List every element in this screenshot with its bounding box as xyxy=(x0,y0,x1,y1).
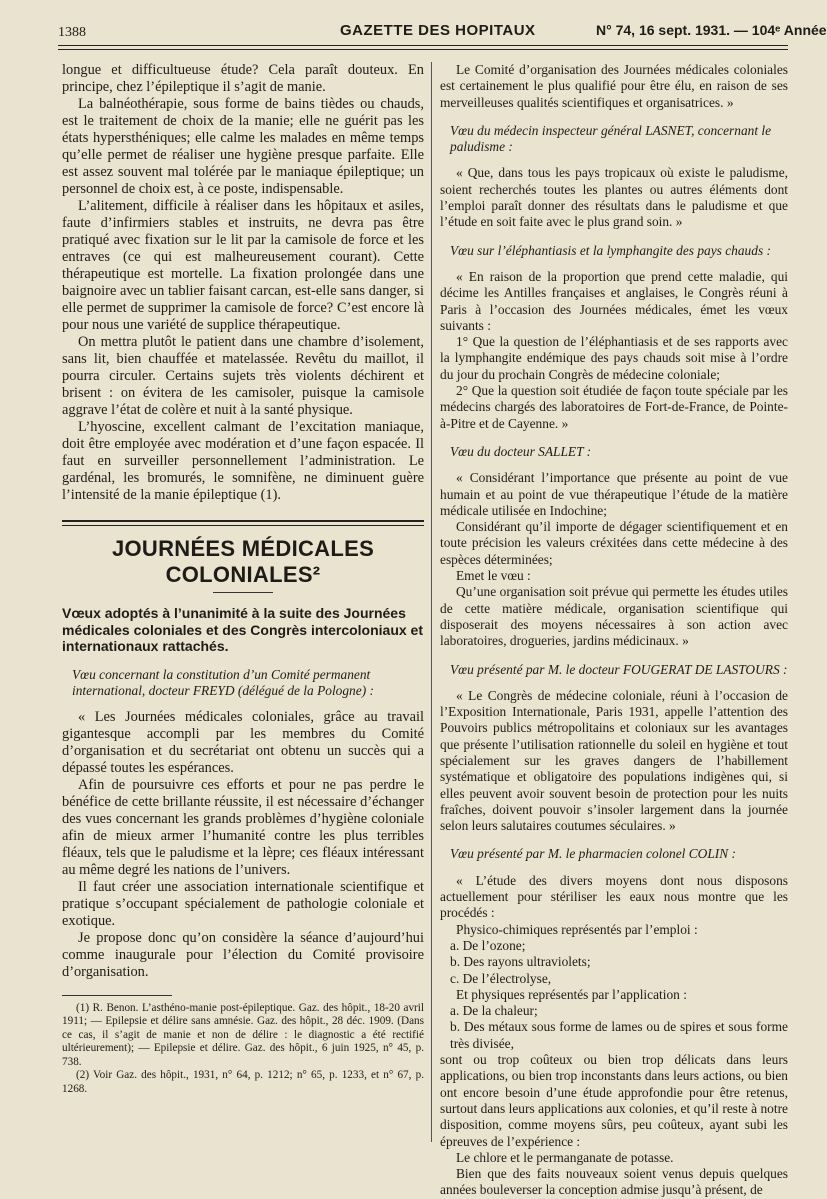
paragraph: « Le Congrès de médecine coloniale, réuni à l’occasion de l’Exposition Internationale, Paris 1931, appelle l’attention des Pouvoirs publics métropolitains et coloniaux sur les avantages que présente l’utilisation rationnelle du soleil en hygiène et tout spécialement sur les graves dangers de l’habillement systématique et obligatoire des populations indigènes qui, si elles peuvent avoir souvent besoin de protection pour les nuits fraîches, doivent pouvoir s’insoler largement dans la journée selon leurs salutaires coutumes séculaires. » xyxy=(440,687,788,834)
paragraph: La balnéothérapie, sous forme de bains tièdes ou chauds, est le traitement de choix de la manie; elle ne guérit pas les états hypersthéniques; elle calme les malades en même temps qu’elle permet de réaliser une hygiène presque parfaite. Elle est assez souvent mal tolérée par le maniaque épileptique; un personnel de choix est, à ce poste, indispensable. xyxy=(62,96,424,197)
paragraph: Il faut créer une association internationale scientifique et pratique s’occupant spécialement de pathologie coloniale et exotique. xyxy=(62,878,424,929)
list-item: c. De l’électrolyse, xyxy=(450,970,552,986)
paragraph: L’hyoscine, excellent calmant de l’excitation maniaque, doit être employée avec modération et d’une façon espacée. Il faut en surveiller personnellement l’administration. Le gardénal, les bromurés, le somnifène, ne diminuent guère l’intensité de la manie épileptique (1). xyxy=(62,419,424,503)
paragraph: « L’étude des divers moyens dont nous disposons actuellement pour stériliser les eaux nous montre que les procédés : xyxy=(440,872,788,921)
paragraph: Le chlore et le permanganate de potasse. xyxy=(456,1149,674,1165)
voeu-heading: Vœu présenté par M. le docteur FOUGERAT DE LASTOURS : xyxy=(450,661,788,677)
paragraph: « Considérant l’importance que présente au point de vue humain et au point de vue thérapeutique l’étude de la matière médicale utilisée en Indochine; xyxy=(440,470,788,518)
section-subheading: Vœux adoptés à l’unanimité à la suite des Journées médicales coloniales et des Congrès intercoloniaux et internationaux rattachés. xyxy=(62,605,424,654)
paragraph: L’alitement, difficile à réaliser dans les hôpitaux et asiles, faute d’infirmiers stables et instruits, ne devra pas être pratiqué avec fixation sur le lit par la camisole de force et les entraves (ce qui est malheureusement courant). Cette thérapeutique est mortelle. La fixation prolongée dans une baignoire avec un tablier faisant carcan, est-elle sans danger, si elle permet de supprimer la camisole de force? C’est encore là pour nous une variété de supplice thérapeutique. xyxy=(62,198,424,333)
paragraph: Physico-chimiques représentés par l’emploi : xyxy=(456,921,698,937)
list-item: a. De la chaleur; xyxy=(450,1003,538,1019)
header-rule xyxy=(58,45,788,46)
paragraph: 1° Que la question de l’éléphantiasis et de ses rapports avec la lymphangite endémique des pays chauds soit mise à l’ordre du jour du prochain Congrès de médecine coloniale; xyxy=(440,334,788,382)
title-rule xyxy=(213,592,273,593)
paragraph: Qu’une organisation soit prévue qui permette les études utiles de cette matière médicale, organisation scientifique qui disposerait des moyens nécessaires à son action avec laboratoires, drogueries, jardins médicinaux. » xyxy=(440,584,788,649)
paragraph: « Que, dans tous les pays tropicaux où existe le paludisme, soient recherchés toutes les plantes ou autres éléments dont l’emploi paraît donner des résultats dans le paludisme et que l’étude en soit faite avec le plus grand soin. » xyxy=(440,165,788,230)
footnote: (1) R. Benon. L’asthéno-manie post-épileptique. Gaz. des hôpit., 18-20 avril 1911; — Epilepsie et délire sans amnésie. Gaz. des hôpit., 28 déc. 1909. (Dans ce cas, il s’agit de manie et non de délire : le diagnostic a été rectifié ultérieurement); — Epilepsie et délire. Gaz. des hôpit., 6 juin 1925, n° 45, p. 738. xyxy=(62,1001,424,1068)
voeu-heading: Vœu présenté par M. le pharmacien colonel COLIN : xyxy=(450,846,736,862)
voeu-heading: Vœu du docteur SALLET : xyxy=(450,443,592,459)
paragraph: Je propose donc qu’on considère la séance d’aujourd’hui comme inaugurale pour l’élection du Comité provisoire d’organisation. xyxy=(62,929,424,980)
paragraph: « Les Journées médicales coloniales, grâce au travail gigantesque accompli par les membres du Comité d’organisation et du secrétariat ont obtenu un succès qui a dépassé toutes les espérances. xyxy=(62,708,424,776)
paragraph: sont ou trop coûteux ou bien trop délicats dans leurs applications, ou bien trop inconstants dans leurs actions, ou bien ont encore besoin d’une étude approfondie pour être retenus, surtout dans leurs applications aux colonies, et qu’il reste à notre disposition, comme moyens sûrs, peu coûteux, ayant subi les épreuves de l’expérience : xyxy=(440,1052,788,1149)
list-item: b. Des rayons ultraviolets; xyxy=(450,954,591,970)
paragraph: Emet le vœu : xyxy=(456,568,531,584)
issue-info: N° 74, 16 sept. 1931. — 104ᵉ Année xyxy=(596,22,827,38)
page-number: 1388 xyxy=(58,25,86,40)
list-item: b. Des métaux sous forme de lames ou de spires et sous forme très divisée, xyxy=(450,1019,788,1051)
footnote-rule xyxy=(62,995,172,996)
paragraph: On mettra plutôt le patient dans une chambre d’isolement, sans lit, bien chauffée et matelassée. Revêtu du maillot, il pourra circuler. Certains sujets très violents déchirent et brisent : on évitera de les camisoler, puisque la camisole aggrave l’état de colère et nuit à la santé physique. xyxy=(62,334,424,418)
paragraph: Et physiques représentés par l’application : xyxy=(456,986,687,1002)
running-header xyxy=(58,18,827,44)
paragraph: 2° Que la question soit étudiée de façon toute spéciale par les médecins chargés des laboratoires de Fort-de-France, de Pointe-à-Pitre et de Cayenne. » xyxy=(440,383,788,431)
list-item: a. De l’ozone; xyxy=(450,937,526,953)
paragraph: Le Comité d’organisation des Journées médicales coloniales est certainement le plus qualifié pour être élu, en raison de ses merveilleuses qualités scientifiques et organisatrices. » xyxy=(440,62,788,110)
voeu-heading: Vœu du médecin inspecteur général LASNET, concernant le paludisme : xyxy=(450,122,772,155)
section-title: JOURNÉES MÉDICALES COLONIALES² xyxy=(111,536,375,587)
column-divider xyxy=(431,62,432,1142)
paragraph: Bien que des faits nouveaux soient venus depuis quelques années bouleverser la conception admise jusqu’à présent, de xyxy=(440,1166,788,1198)
footnote: (2) Voir Gaz. des hôpit., 1931, n° 64, p. 1212; n° 65, p. 1233, et n° 67, p. 1268. xyxy=(62,1069,424,1095)
right-column xyxy=(440,62,788,1199)
voeu-heading: Vœu sur l’éléphantiasis et la lymphangite des pays chauds : xyxy=(450,242,771,258)
header-rule-thin xyxy=(58,49,788,50)
left-column xyxy=(62,62,424,1096)
section-separator xyxy=(62,520,424,526)
voeu-heading: Vœu concernant la constitution d’un Comité permanent international, docteur FREYD (délégué de la Pologne) : xyxy=(72,666,374,698)
journal-title: GAZETTE DES HOPITAUX xyxy=(340,22,536,39)
paragraph: « En raison de la proportion que prend cette maladie, qui décime les Antilles françaises et anglaises, le Congrès réuni à Paris à l’occasion des Journées médicales, émet les vœux suivants : xyxy=(440,268,788,333)
paragraph: Considérant qu’il importe de dégager scientifiquement et en toute précision les valeurs créxitées dans cette médecine à des espèces déterminées; xyxy=(440,519,788,567)
paragraph: longue et difficultueuse étude? Cela paraît douteux. En principe, chez l’épileptique il s’agit de manie. xyxy=(62,62,424,95)
paragraph: Afin de poursuivre ces efforts et pour ne pas perdre le bénéfice de cette brillante réussite, il est nécessaire d’échanger des vues concernant les grands problèmes d’hygiène coloniale afin de mieux armer l’humanité contre les plus terribles fléaux, tels que le paludisme et la lèpre; ces fléaux intéressant au même degré les nations de l’univers. xyxy=(62,776,424,878)
